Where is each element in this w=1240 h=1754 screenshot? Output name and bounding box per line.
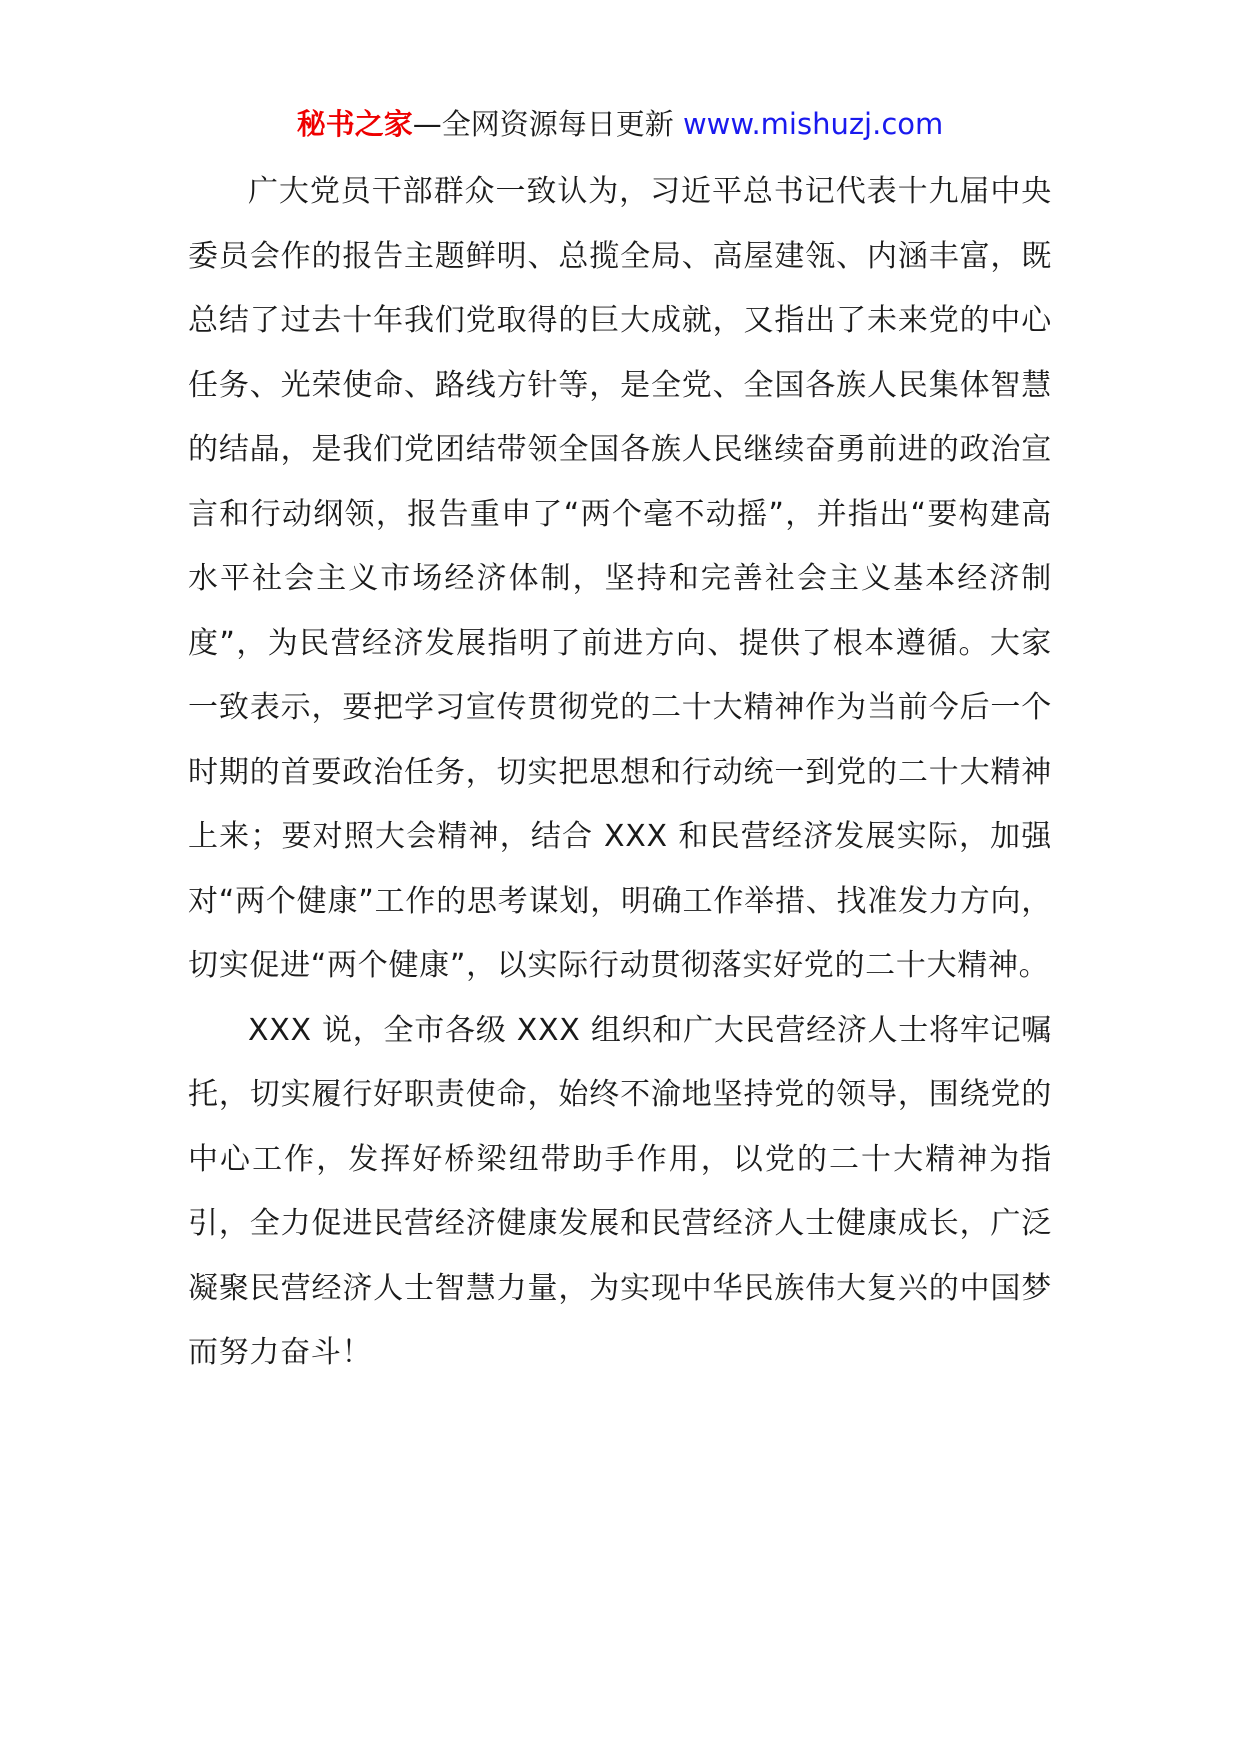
paragraph-2: XXX 说，全市各级 XXX 组织和广大民营经济人士将牢记嘱托，切实履行好职责使命，始终不渝地坚持党的领导，围绕党的中心工作，发挥好桥梁纽带助手作用，以党的二十大精神为指引，全力促进民营经济健康发展和民营经济人士健康成长，广泛凝聚民营经济人士智慧力量，为实现中华民族伟大复兴的中国梦而努力奋斗！: [188, 1012, 1052, 1370]
page-header: [0, 100, 1240, 148]
header-tagline: —全网资源每日更新: [412, 107, 674, 141]
document-body: [188, 160, 1052, 1386]
header-url-link[interactable]: www.mishuzj.com: [682, 107, 944, 141]
header-brand: 秘书之家: [296, 107, 413, 141]
paragraph-1: 广大党员干部群众一致认为，习近平总书记代表十九届中央委员会作的报告主题鲜明、总揽全局、高屋建瓴、内涵丰富，既总结了过去十年我们党取得的巨大成就，又指出了未来党的中心任务、光荣使命、路线方针等，是全党、全国各族人民集体智慧的结晶，是我们党团结带领全国各族人民继续奋勇前进的政治宣言和行动纲领，报告重申了“两个毫不动摇”，并指出“要构建高水平社会主义市场经济体制，坚持和完善社会主义基本经济制度”，为民营经济发展指明了前进方向、提供了根本遵循。大家一致表示，要把学习宣传贯彻党的二十大精神作为当前今后一个时期的首要政治任务，切实把思想和行动统一到党的二十大精神上来；要对照大会精神，结合 XXX 和民营经济发展实际，加强对“两个健康”工作的思考谋划，明确工作举措、找准发力方向，切实促进“两个健康”，以实际行动贯彻落实好党的二十大精神。: [188, 174, 1052, 983]
